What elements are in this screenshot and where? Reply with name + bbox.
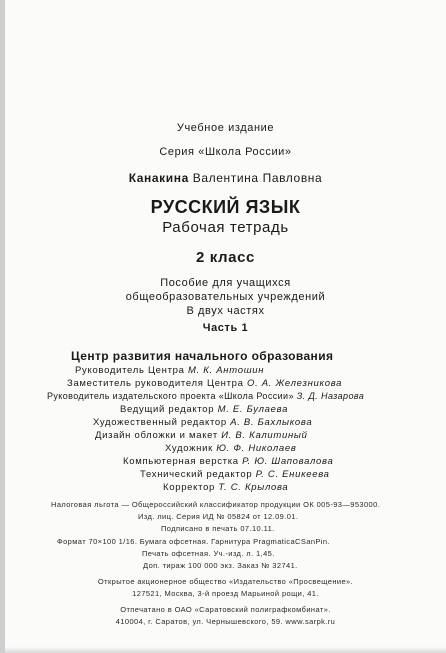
credit-line <box>163 482 288 493</box>
credit-person: Р. С. Еникеева <box>255 469 330 480</box>
publisher-center: Центр развития начального образования <box>71 349 334 363</box>
credit-role: Художник <box>165 443 213 454</box>
credit-role: Компьютерная верстка <box>123 456 239 467</box>
credit-person: З. Д. Назарова <box>296 391 365 401</box>
credit-role: Руководитель Центра <box>75 365 185 376</box>
credit-person: Ю. Ф. Николаев <box>216 443 297 454</box>
imprint-address: 127521, Москва, 3-й проезд Марьиной рощи, 41. <box>132 589 319 598</box>
credit-person: А. В. Бахлыкова <box>230 417 313 428</box>
description-line-2: общеобразовательных учреждений <box>125 291 326 303</box>
imprint-print: Печать офсетная. Уч.-изд. л. 1,45. <box>142 549 275 558</box>
credit-role: Ведущий редактор <box>120 404 215 415</box>
imprint-publisher: Открытое акционерное общество «Издательство «Просвещение». <box>97 577 354 586</box>
credit-role: Заместитель руководителя Центра <box>67 378 244 389</box>
credit-line <box>93 417 312 428</box>
credit-person: Т. С. Крылова <box>218 482 289 493</box>
edition-label: Учебное издание <box>176 122 275 134</box>
imprint-printer-address: 410004, г. Саратов, ул. Чернышевского, 59. www.sarpk.ru <box>115 617 336 626</box>
credit-line <box>165 443 297 454</box>
credit-line <box>95 430 308 441</box>
imprint-tax: Налоговая льгота — Общероссийский классификатор продукции ОК 005-93—953000. <box>51 500 381 509</box>
credit-person: О. А. Железникова <box>247 378 343 389</box>
grade-label: 2 класс <box>196 249 255 266</box>
description-line-3: В двух частях <box>186 305 265 317</box>
book-subtitle: Рабочая тетрадь <box>162 219 289 236</box>
credit-person: И. В. Калитиный <box>221 430 308 441</box>
credit-line <box>120 404 288 415</box>
author <box>5 171 446 185</box>
author-surname: Канакина <box>128 171 189 185</box>
credit-person: Р. Ю. Шаповалова <box>242 456 334 467</box>
credit-line <box>47 391 364 401</box>
credit-line <box>75 365 264 376</box>
credit-role: Технический редактор <box>140 469 253 480</box>
part-label: Часть 1 <box>202 322 249 334</box>
page-edge <box>5 647 446 653</box>
imprint-format: Формат 70×100 1/16. Бумага офсетная. Гарнитура PragmaticaCSanPin. <box>57 537 330 546</box>
series-label: Серия «Школа России» <box>159 146 292 158</box>
imprint-signed: Подписано в печать 07.10.11. <box>161 524 275 533</box>
credit-role: Дизайн обложки и макет <box>95 430 218 441</box>
book-title: РУССКИЙ ЯЗЫК <box>150 197 301 217</box>
credit-line <box>123 456 333 467</box>
imprint-license: Изд. лиц. Серия ИД № 05824 от 12.09.01. <box>138 512 299 521</box>
credit-role: Корректор <box>163 482 216 493</box>
description-line-1: Пособие для учащихся <box>160 277 291 289</box>
credit-person: М. К. Антошин <box>187 365 265 376</box>
credit-role: Руководитель издательского проекта «Школа России» <box>47 391 294 401</box>
imprint-run: Доп. тираж 100 000 экз. Заказ № 32741. <box>143 561 298 570</box>
credit-role: Художественный редактор <box>93 417 227 428</box>
author-name: Валентина Павловна <box>192 171 323 185</box>
credit-person: М. Е. Булаева <box>217 404 289 415</box>
credit-line <box>140 469 330 480</box>
imprint-printer: Отпечатано в ОАО «Саратовский полиграфкомбинат». <box>120 605 331 614</box>
credit-line <box>67 378 342 389</box>
